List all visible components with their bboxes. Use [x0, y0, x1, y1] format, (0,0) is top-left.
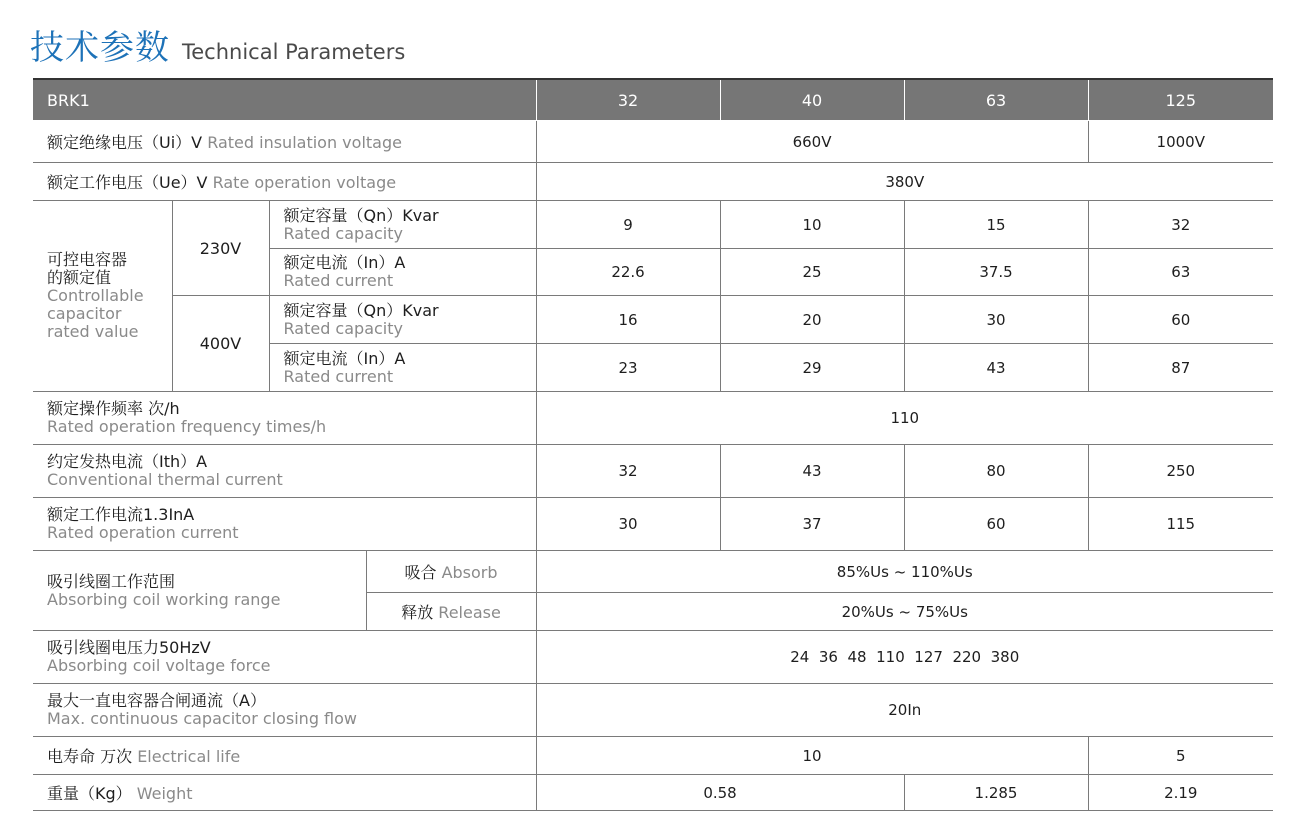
cell-value: 115 — [1088, 498, 1273, 551]
label-en: Rated current — [283, 366, 394, 386]
release-label — [366, 593, 536, 631]
cell-value: 43 — [904, 344, 1088, 392]
cell-value: 5 — [1088, 737, 1273, 775]
label-en: Rated capacity — [283, 318, 403, 338]
label-cn: 释放 — [401, 603, 434, 622]
cell-value: 1.285 — [904, 775, 1088, 811]
voltage-400: 400V — [172, 296, 269, 392]
cell-value: 250 — [1088, 445, 1273, 498]
cell-value: 0.58 — [536, 775, 904, 811]
label-cn: 吸引线圈电压力50HzV — [47, 638, 211, 657]
cell-value: 10 — [720, 201, 904, 249]
cell-value: 25 — [720, 249, 904, 296]
label-cn: 重量（Kg） — [47, 784, 132, 803]
label-en: Electrical life — [137, 747, 241, 766]
cell-value: 20In — [536, 684, 1273, 737]
cell-value: 85%Us ~ 110%Us — [536, 551, 1273, 593]
cell-value: 110 — [536, 392, 1273, 445]
label-en: rated value — [47, 322, 139, 341]
voltage-230: 230V — [172, 201, 269, 296]
cell-value: 37.5 — [904, 249, 1088, 296]
row-sublabel — [269, 201, 536, 249]
row-operation-voltage — [33, 163, 1273, 201]
row-230-capacity — [33, 201, 1273, 249]
label-cn: 约定发热电流（Ith）A — [47, 452, 208, 471]
cell-value: 22.6 — [536, 249, 720, 296]
cell-value: 16 — [536, 296, 720, 344]
row-label — [33, 163, 536, 201]
label-en: Rated insulation voltage — [207, 133, 402, 152]
cell-value: 32 — [1088, 201, 1273, 249]
row-label — [33, 445, 536, 498]
label-cn: 额定容量（Qn）Kvar — [283, 205, 439, 225]
row-label — [33, 684, 536, 737]
cell-value: 80 — [904, 445, 1088, 498]
cell-value: 87 — [1088, 344, 1273, 392]
header-col-125: 125 — [1088, 79, 1273, 121]
row-label — [33, 392, 536, 445]
row-electrical-life — [33, 737, 1273, 775]
cell-value: 60 — [1088, 296, 1273, 344]
label-en: Absorbing coil working range — [47, 589, 281, 609]
row-label — [33, 498, 536, 551]
label-en: Rate operation voltage — [212, 173, 397, 192]
row-closing-flow — [33, 684, 1273, 737]
header-model: BRK1 — [33, 79, 536, 121]
cell-value: 20%Us ~ 75%Us — [536, 593, 1273, 631]
label-en: Rated operation current — [47, 523, 239, 542]
label-en: Release — [438, 603, 501, 622]
cell-value: 24 36 48 110 127 220 380 — [536, 631, 1273, 684]
row-label — [33, 775, 536, 811]
cell-value: 60 — [904, 498, 1088, 551]
header-row — [33, 79, 1273, 121]
label-cn: 额定电流（In）A — [283, 348, 406, 368]
row-frequency — [33, 392, 1273, 445]
label-cn: 吸引线圈工作范围 — [47, 571, 176, 591]
label-en: capacitor — [47, 304, 122, 323]
row-label — [33, 551, 366, 631]
title-en: Technical Parameters — [182, 40, 406, 64]
row-sublabel — [269, 344, 536, 392]
label-en: Weight — [136, 784, 193, 803]
header-col-40: 40 — [720, 79, 904, 121]
label-cn: 可控电容器 — [47, 250, 128, 269]
title-cn: 技术参数 — [30, 28, 170, 68]
row-400-capacity — [33, 296, 1273, 344]
spec-table — [33, 78, 1273, 811]
label-en: Controllable — [47, 286, 144, 305]
label-en: Rated capacity — [283, 223, 403, 243]
cell-value: 30 — [536, 498, 720, 551]
row-sublabel — [269, 296, 536, 344]
cell-value: 9 — [536, 201, 720, 249]
capacitor-group-label — [33, 201, 172, 392]
label-en: Rated current — [283, 271, 394, 290]
label-cn: 的额定值 — [47, 268, 112, 287]
cell-value: 37 — [720, 498, 904, 551]
cell-value: 1000V — [1088, 121, 1273, 163]
label-cn: 额定工作电流1.3InA — [47, 505, 195, 524]
label-en: Absorb — [441, 563, 498, 582]
row-coil-voltage — [33, 631, 1273, 684]
row-label — [33, 631, 536, 684]
label-cn: 额定绝缘电压（Ui）V — [47, 133, 203, 152]
label-en: Absorbing coil voltage force — [47, 656, 271, 675]
header-col-32: 32 — [536, 79, 720, 121]
row-label — [33, 737, 536, 775]
cell-value: 32 — [536, 445, 720, 498]
cell-value: 380V — [536, 163, 1273, 201]
cell-value: 23 — [536, 344, 720, 392]
cell-value: 660V — [536, 121, 1088, 163]
label-cn: 最大一直电容器合闸通流（A） — [47, 691, 266, 710]
label-cn: 额定操作频率 次/h — [47, 399, 180, 418]
label-en: Conventional thermal current — [47, 470, 283, 489]
cell-value: 63 — [1088, 249, 1273, 296]
header-col-63: 63 — [904, 79, 1088, 121]
label-cn: 额定工作电压（Ue）V — [47, 173, 208, 192]
row-thermal — [33, 445, 1273, 498]
page-title — [30, 20, 405, 66]
label-cn: 额定电流（In）A — [283, 253, 406, 272]
row-coil-absorb — [33, 551, 1273, 593]
label-en: Max. continuous capacitor closing flow — [47, 709, 358, 728]
label-cn: 吸合 — [404, 563, 437, 582]
cell-value: 43 — [720, 445, 904, 498]
row-label — [33, 121, 536, 163]
cell-value: 30 — [904, 296, 1088, 344]
cell-value: 15 — [904, 201, 1088, 249]
cell-value: 2.19 — [1088, 775, 1273, 811]
row-insulation — [33, 121, 1273, 163]
row-sublabel — [269, 249, 536, 296]
cell-value: 29 — [720, 344, 904, 392]
cell-value: 20 — [720, 296, 904, 344]
row-op-current — [33, 498, 1273, 551]
cell-value: 10 — [536, 737, 1088, 775]
label-en: Rated operation frequency times/h — [47, 417, 327, 436]
absorb-label — [366, 551, 536, 593]
label-cn: 额定容量（Qn）Kvar — [283, 300, 439, 320]
row-weight — [33, 775, 1273, 811]
label-cn: 电寿命 万次 — [47, 747, 133, 766]
